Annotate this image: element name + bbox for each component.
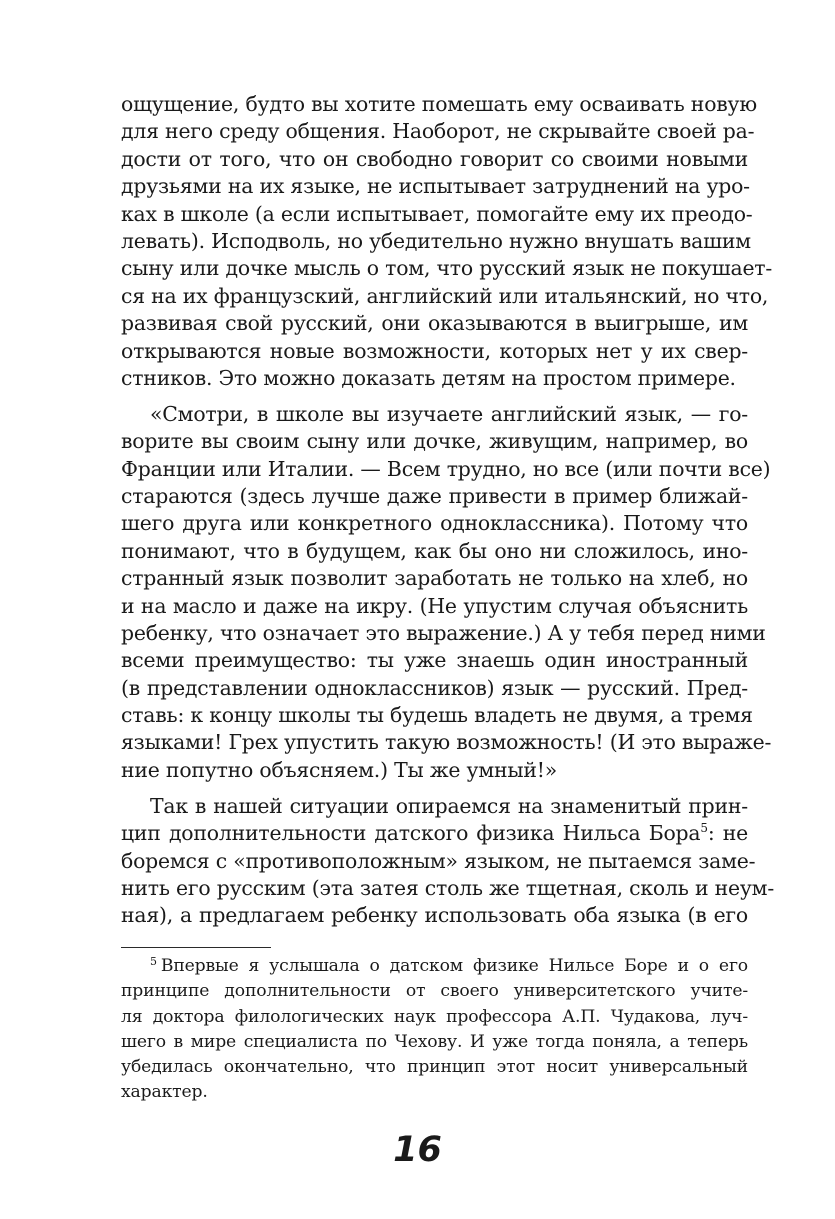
text-line: нить его русским (эта затея столь же тщетная, сколь и неум- [121,875,775,900]
footnote-line [121,954,748,979]
footnote-line: характер. [121,1082,208,1103]
text-line: сыну или дочке мысль о том, что русский язык не покушает- [121,256,773,281]
text-line: открываются новые возможности, которых нет у их свер- [121,338,748,363]
footnote-line: ля доктора филологических наук профессора А.П. Чудакова, луч- [121,1006,748,1027]
text-segment: цип дополнительности датского физика Нильса Бора [121,821,701,846]
text-line: ставь: к концу школы ты будешь владеть не двумя, а тремя [121,703,753,728]
footnote-line: шего в мире специалиста по Чехову. И уже тогда поняла, а теперь [121,1031,748,1052]
body-text [121,91,775,930]
paragraph [121,401,772,784]
text-line: языками! Грех упустить такую возможность! (И это выраже- [121,730,772,755]
text-line: (в представлении одноклассников) язык — русский. Пред- [121,675,748,700]
text-segment: : не [707,821,748,846]
footnote-line: принципе дополнительности от своего университетского учите- [121,981,748,1002]
text-line: развивая свой русский, они оказываются в выигрыше, им [121,311,748,336]
text-segment: Впервые я услышала о датском физике Нильсе Боре и о его [160,956,748,976]
text-line: ребенку, что означает это выражение.) А у тебя перед ними [121,620,766,645]
text-line: всеми преимущество: ты уже знаешь один иностранный [121,648,748,673]
text-line: ная), а предлагаем ребенку использовать оба языка (в его [121,903,748,928]
text-line: дости от того, что он свободно говорит со своими новыми [121,146,748,171]
text-line: «Смотри, в школе вы изучаете английский язык, — го- [150,401,748,426]
text-line: боремся с «противоположным» языком, не пытаемся заме- [121,848,756,873]
text-line: ощущение, будто вы хотите помешать ему осваивать новую [121,92,757,116]
footnote-divider [121,947,271,948]
text-line: ние попутно объясняем.) Ты же умный!» [121,757,558,782]
text-line: понимают, что в будущем, как бы оно ни сложилось, ино- [121,538,748,563]
text-line: друзьями на их языке, не испытывает затруднений на уро- [121,174,750,199]
page-number: 16 [393,1130,442,1170]
text-line: ворите вы своим сыну или дочке, живущим, например, во [121,429,748,454]
paragraph [121,793,775,930]
footnote [121,954,748,1106]
text-line: Так в нашей ситуации опираемся на знаменитый прин- [150,793,748,818]
text-line: Франции или Италии. — Всем трудно, но все (или почти все) [121,456,771,481]
text-line: ках в школе (а если испытывает, помогайте ему их преодо- [121,201,753,226]
text-line-with-footnote [121,820,748,847]
footnote-number: 5 [150,955,157,968]
text-line: стников. Это можно доказать детям на простом примере. [121,365,736,390]
paragraph [121,91,773,392]
footnote-line: убедилась окончательно, что принцип этот носит универсальный [121,1057,748,1078]
footnote-reference[interactable]: 5 [700,821,708,836]
text-line: стараются (здесь лучше даже привести в пример ближай- [121,483,748,508]
text-line: шего друга или конкретного одноклассника). Потому что [121,511,748,536]
text-line: для него среду общения. Наоборот, не скрывайте своей ра- [121,119,755,144]
text-line: левать). Исподволь, но убедительно нужно внушать вашим [121,228,751,253]
text-line: и на масло и даже на икру. (Не упустим случая объяснить [121,593,748,618]
text-line: ся на их французский, английский или итальянский, но что, [121,283,769,308]
text-line: странный язык позволит заработать не только на хлеб, но [121,566,748,591]
